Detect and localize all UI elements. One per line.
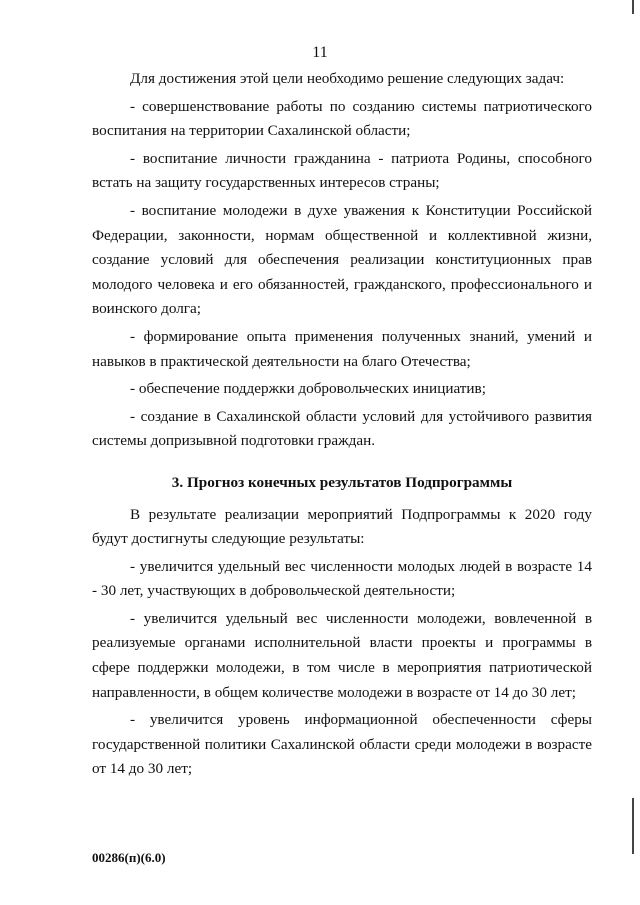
- scan-edge-mark: [632, 0, 634, 14]
- section-heading: 3. Прогноз конечных результатов Подпрограммы: [171, 473, 513, 491]
- task-item: - формирование опыта применения полученных знаний, умений и навыков в практической деятельности на благо Отечества;: [92, 327, 592, 370]
- results-intro-paragraph: В результате реализации мероприятий Подпрограммы к 2020 году будут достигнуты следующие результаты:: [92, 505, 592, 548]
- page-number: 11: [312, 44, 328, 61]
- document-code: 00286(п)(6.0): [92, 850, 166, 865]
- intro-paragraph: Для достижения этой цели необходимо решение следующих задач:: [130, 70, 565, 87]
- task-item: - воспитание молодежи в духе уважения к Конституции Российской Федерации, законности, нормам общественной и коллективной жизни, создание условий для обеспечения реализации конституционных прав молодого человека и его обязанностей, гражданского, профессионального и воинского долга;: [92, 201, 592, 318]
- task-item: - обеспечение поддержки добровольческих инициатив;: [130, 380, 486, 398]
- task-item: - совершенствование работы по созданию системы патриотического воспитания на территории Сахалинской области;: [92, 97, 592, 140]
- task-item: - создание в Сахалинской области условий для устойчивого развития системы допризывной подготовки граждан.: [92, 407, 592, 450]
- body-text: [92, 67, 592, 785]
- result-item: - увеличится уровень информационной обеспеченности сферы государственной политики Сахалинской области среди молодежи в возрасте от 14 до 30 лет;: [92, 711, 592, 778]
- scan-edge-mark: [632, 798, 634, 854]
- task-item: - воспитание личности гражданина - патриота Родины, способного встать на защиту государственных интересов страны;: [92, 149, 592, 192]
- result-item: - увеличится удельный вес численности молодежи, вовлеченной в реализуемые органами исполнительной власти проекты и программы в сфере поддержки молодежи, в том числе в мероприятия патриотической направленности, в общем количестве молодежи в возрасте от 14 до 30 лет;: [92, 609, 592, 701]
- result-item: - увеличится удельный вес численности молодых людей в возрасте 14 - 30 лет, участвующих в добровольческой деятельности;: [92, 557, 592, 600]
